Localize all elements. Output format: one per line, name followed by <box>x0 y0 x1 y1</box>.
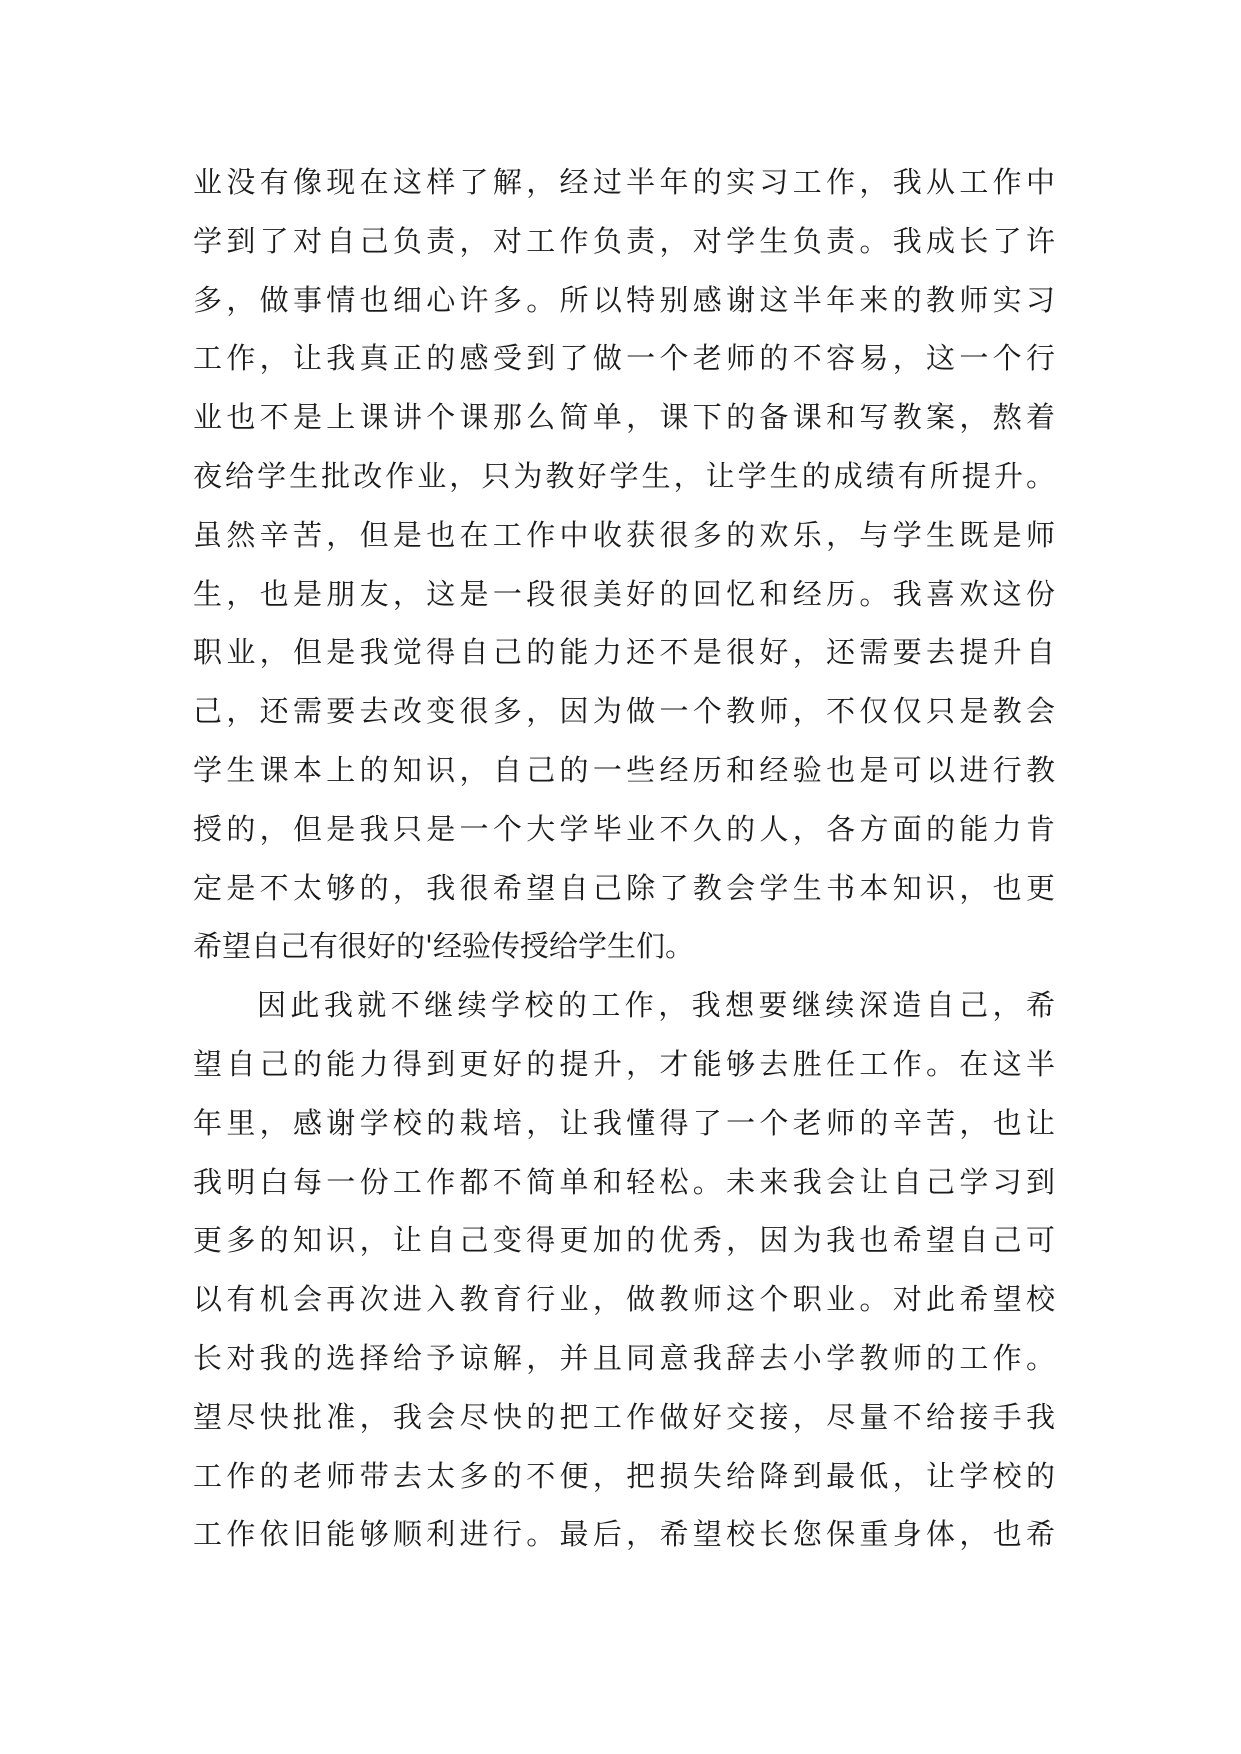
paragraph-2 <box>193 976 1055 1564</box>
text-line: 定是不太够的，我很希望自己除了教会学生书本知识，也更 <box>193 870 1055 905</box>
text-line: 学到了对自己负责，对工作负责，对学生负责。我成长了许 <box>193 223 1055 258</box>
text-line: 授的，但是我只是一个大学毕业不久的人，各方面的能力肯 <box>193 811 1055 846</box>
text-line: 虽然辛苦，但是也在工作中收获很多的欢乐，与学生既是师 <box>193 517 1055 552</box>
text-line: 工作，让我真正的感受到了做一个老师的不容易，这一个行 <box>193 341 1055 376</box>
text-line: 生，也是朋友，这是一段很美好的回忆和经历。我喜欢这份 <box>193 576 1055 611</box>
text-line: 更多的知识，让自己变得更加的优秀，因为我也希望自己可 <box>193 1223 1055 1258</box>
text-line: 夜给学生批改作业，只为教好学生，让学生的成绩有所提升。 <box>193 458 1055 493</box>
text-line: 年里，感谢学校的栽培，让我懂得了一个老师的辛苦，也让 <box>193 1105 1055 1140</box>
text-line: 职业，但是我觉得自己的能力还不是很好，还需要去提升自 <box>193 635 1055 670</box>
text-line: 因此我就不继续学校的工作，我想要继续深造自己，希 <box>257 988 1055 1023</box>
text-line: 己，还需要去改变很多，因为做一个教师，不仅仅只是教会 <box>193 694 1055 729</box>
text-line: 多，做事情也细心许多。所以特别感谢这半年来的教师实习 <box>193 282 1055 317</box>
text-line: 学生课本上的知识，自己的一些经历和经验也是可以进行教 <box>193 752 1055 787</box>
paragraph-1 <box>193 153 1055 976</box>
text-line: 望尽快批准，我会尽快的把工作做好交接，尽量不给接手我 <box>193 1399 1055 1434</box>
text-line: 业没有像现在这样了解，经过半年的实习工作，我从工作中 <box>193 165 1055 199</box>
text-line: 以有机会再次进入教育行业，做教师这个职业。对此希望校 <box>193 1282 1055 1317</box>
text-line: 希望自己有很好的'经验传授给学生们。 <box>193 929 694 964</box>
text-line: 望自己的能力得到更好的提升，才能够去胜任工作。在这半 <box>193 1046 1055 1081</box>
text-line: 我明白每一份工作都不简单和轻松。未来我会让自己学习到 <box>193 1164 1055 1199</box>
text-line: 工作的老师带去太多的不便，把损失给降到最低，让学校的 <box>193 1458 1055 1493</box>
text-line: 长对我的选择给予谅解，并且同意我辞去小学教师的工作。 <box>193 1340 1055 1375</box>
body-text <box>193 153 1055 1564</box>
text-line: 工作依旧能够顺利进行。最后，希望校长您保重身体，也希 <box>193 1517 1055 1552</box>
text-line: 业也不是上课讲个课那么简单，课下的备课和写教案，熬着 <box>193 400 1055 435</box>
